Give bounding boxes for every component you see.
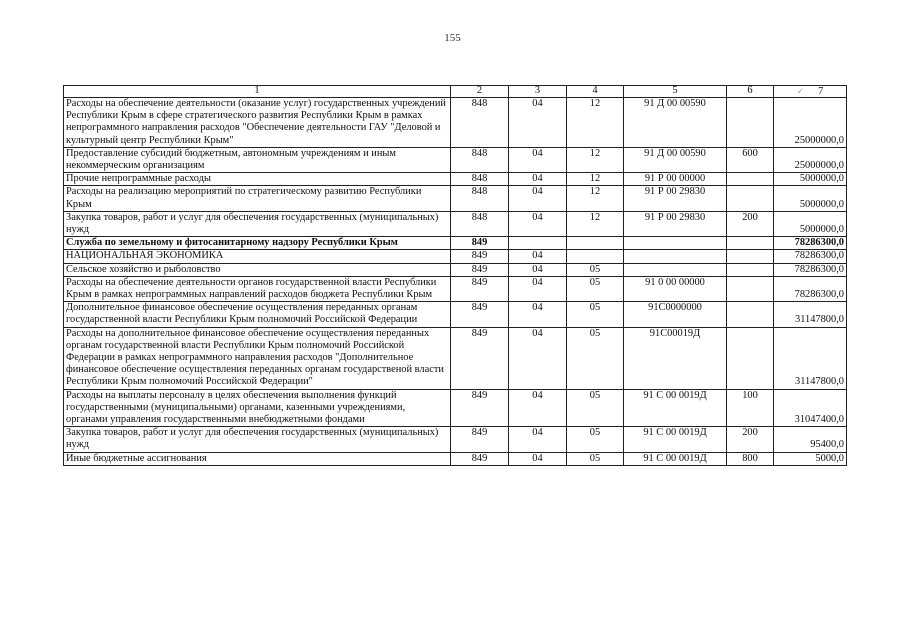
row-amount-cell: 31047400,0 xyxy=(774,389,847,427)
row-code-cell: 848 xyxy=(451,211,509,236)
table-row xyxy=(64,389,847,427)
row-name-cell: Иные бюджетные ассигнования xyxy=(64,452,451,465)
row-code-cell: 100 xyxy=(727,389,774,427)
row-amount-cell: 78286300,0 xyxy=(774,263,847,276)
row-name-cell: Закупка товаров, работ и услуг для обеспечения государственных (муниципальных) нужд xyxy=(64,427,451,452)
budget-table xyxy=(63,85,847,466)
row-code-cell: 04 xyxy=(509,327,567,389)
row-code-cell: 91 Д 00 00590 xyxy=(624,98,727,148)
table-row xyxy=(64,263,847,276)
row-name-cell: НАЦИОНАЛЬНАЯ ЭКОНОМИКА xyxy=(64,250,451,263)
row-code-cell: 05 xyxy=(567,263,624,276)
header-cell-5: 5 xyxy=(624,86,727,98)
row-name-cell: Служба по земельному и фитосанитарному надзору Республики Крым xyxy=(64,237,451,250)
check-mark: ✓ xyxy=(796,86,805,96)
row-code-cell: 91 С 00 0019Д xyxy=(624,452,727,465)
row-name-cell: Расходы на обеспечение деятельности органов государственной власти Республики Крым в рамках непрограммных направлений расходов бюджета Республики Крым xyxy=(64,276,451,301)
row-code-cell: 848 xyxy=(451,98,509,148)
table-row xyxy=(64,98,847,148)
row-code-cell: 04 xyxy=(509,211,567,236)
row-code-cell: 12 xyxy=(567,173,624,186)
row-code-cell xyxy=(567,237,624,250)
row-code-cell: 12 xyxy=(567,98,624,148)
table-row xyxy=(64,427,847,452)
row-code-cell: 849 xyxy=(451,276,509,301)
row-code-cell: 04 xyxy=(509,276,567,301)
row-code-cell: 04 xyxy=(509,186,567,211)
row-code-cell: 849 xyxy=(451,237,509,250)
row-name-cell: Расходы на выплаты персоналу в целях обеспечения выполнения функций государственными (муниципальными) органами, казенными учреждениями, органами управления государственными внебюджетными фондами xyxy=(64,389,451,427)
row-name-cell: Закупка товаров, работ и услуг для обеспечения государственных (муниципальных) нужд xyxy=(64,211,451,236)
row-code-cell: 91 0 00 00000 xyxy=(624,276,727,301)
row-code-cell: 05 xyxy=(567,389,624,427)
row-code-cell: 91 С 00 0019Д xyxy=(624,427,727,452)
row-code-cell: 04 xyxy=(509,147,567,172)
row-code-cell: 04 xyxy=(509,173,567,186)
row-amount-cell: 78286300,0 xyxy=(774,250,847,263)
row-code-cell: 849 xyxy=(451,302,509,327)
row-amount-cell: 25000000,0 xyxy=(774,98,847,148)
row-code-cell: 91С00019Д xyxy=(624,327,727,389)
row-code-cell xyxy=(727,302,774,327)
row-code-cell: 04 xyxy=(509,250,567,263)
row-code-cell xyxy=(727,98,774,148)
row-code-cell: 200 xyxy=(727,427,774,452)
row-code-cell: 91 С 00 0019Д xyxy=(624,389,727,427)
row-amount-cell: 5000,0 xyxy=(774,452,847,465)
row-amount-cell: 31147800,0 xyxy=(774,327,847,389)
row-code-cell: 200 xyxy=(727,211,774,236)
table-row xyxy=(64,452,847,465)
header-cell-2: 2 xyxy=(451,86,509,98)
row-amount-cell: 95400,0 xyxy=(774,427,847,452)
table-row xyxy=(64,173,847,186)
row-code-cell: 04 xyxy=(509,263,567,276)
row-code-cell: 848 xyxy=(451,186,509,211)
row-code-cell: 849 xyxy=(451,389,509,427)
row-code-cell: 12 xyxy=(567,211,624,236)
table-row xyxy=(64,302,847,327)
row-code-cell: 600 xyxy=(727,147,774,172)
row-amount-cell: 78286300,0 xyxy=(774,237,847,250)
row-code-cell xyxy=(727,263,774,276)
row-code-cell: 800 xyxy=(727,452,774,465)
budget-table-body xyxy=(64,86,847,466)
header-cell-1: 1 xyxy=(64,86,451,98)
header-cell-6: 6 xyxy=(727,86,774,98)
row-code-cell: 05 xyxy=(567,302,624,327)
row-name-cell: Предоставление субсидий бюджетным, автономным учреждениям и иным некоммерческим организациям xyxy=(64,147,451,172)
row-amount-cell: 25000000,0 xyxy=(774,147,847,172)
row-code-cell xyxy=(624,250,727,263)
row-code-cell: 04 xyxy=(509,427,567,452)
row-code-cell xyxy=(624,237,727,250)
row-code-cell xyxy=(727,173,774,186)
table-header-row xyxy=(64,86,847,98)
row-name-cell: Прочие непрограммные расходы xyxy=(64,173,451,186)
row-code-cell xyxy=(509,237,567,250)
row-code-cell xyxy=(567,250,624,263)
row-amount-cell: 5000000,0 xyxy=(774,211,847,236)
table-row xyxy=(64,211,847,236)
row-code-cell: 12 xyxy=(567,186,624,211)
row-code-cell: 848 xyxy=(451,173,509,186)
row-code-cell: 12 xyxy=(567,147,624,172)
row-name-cell: Расходы на дополнительное финансовое обеспечение осуществления переданных органам государственной власти Республики Крым полномочий Российской Федерации в рамках непрограммного направления расходов "Дополнительное финансовое обеспечение осуществления переданных органам государственой власти Республики Крым полномочий Российской Федерации" xyxy=(64,327,451,389)
row-name-cell: Дополнительное финансовое обеспечение осуществления переданных органам государственной власти Республики Крым полномочий Российской Федерации xyxy=(64,302,451,327)
header-cell-7 xyxy=(774,86,847,98)
row-amount-cell: 78286300,0 xyxy=(774,276,847,301)
table-row xyxy=(64,237,847,250)
row-code-cell xyxy=(727,186,774,211)
row-code-cell: 91 Р 00 29830 xyxy=(624,186,727,211)
page-number: 155 xyxy=(444,32,461,44)
row-code-cell: 04 xyxy=(509,389,567,427)
row-code-cell: 05 xyxy=(567,327,624,389)
row-code-cell: 848 xyxy=(451,147,509,172)
table-row xyxy=(64,250,847,263)
row-code-cell: 91 Д 00 00590 xyxy=(624,147,727,172)
row-code-cell: 04 xyxy=(509,452,567,465)
row-code-cell: 91 Р 00 29830 xyxy=(624,211,727,236)
row-code-cell xyxy=(727,237,774,250)
row-amount-cell: 31147800,0 xyxy=(774,302,847,327)
row-amount-cell: 5000000,0 xyxy=(774,173,847,186)
row-name-cell: Сельское хозяйство и рыболовство xyxy=(64,263,451,276)
row-code-cell: 04 xyxy=(509,98,567,148)
row-code-cell xyxy=(727,276,774,301)
table-row xyxy=(64,276,847,301)
header-cell-3: 3 xyxy=(509,86,567,98)
header-cell-4: 4 xyxy=(567,86,624,98)
row-code-cell: 849 xyxy=(451,263,509,276)
table-row xyxy=(64,186,847,211)
row-code-cell: 91 Р 00 00000 xyxy=(624,173,727,186)
row-code-cell: 05 xyxy=(567,452,624,465)
table-row xyxy=(64,147,847,172)
row-name-cell: Расходы на реализацию мероприятий по стратегическому развитию Республики Крым xyxy=(64,186,451,211)
row-name-cell: Расходы на обеспечение деятельности (оказание услуг) государственных учреждений Республики Крым в сфере стратегического развития Республики Крым в рамках непрограммного направления расходов "Обеспечение деятельности ГАУ "Деловой и культурный центр Республики Крым" xyxy=(64,98,451,148)
row-code-cell: 91С0000000 xyxy=(624,302,727,327)
row-code-cell xyxy=(624,263,727,276)
row-code-cell: 849 xyxy=(451,250,509,263)
row-code-cell: 849 xyxy=(451,427,509,452)
row-code-cell xyxy=(727,327,774,389)
row-amount-cell: 5000000,0 xyxy=(774,186,847,211)
header-cell-7-label: 7 xyxy=(818,86,824,97)
row-code-cell: 05 xyxy=(567,427,624,452)
row-code-cell: 849 xyxy=(451,452,509,465)
row-code-cell: 04 xyxy=(509,302,567,327)
row-code-cell xyxy=(727,250,774,263)
row-code-cell: 05 xyxy=(567,276,624,301)
table-row xyxy=(64,327,847,389)
row-code-cell: 849 xyxy=(451,327,509,389)
